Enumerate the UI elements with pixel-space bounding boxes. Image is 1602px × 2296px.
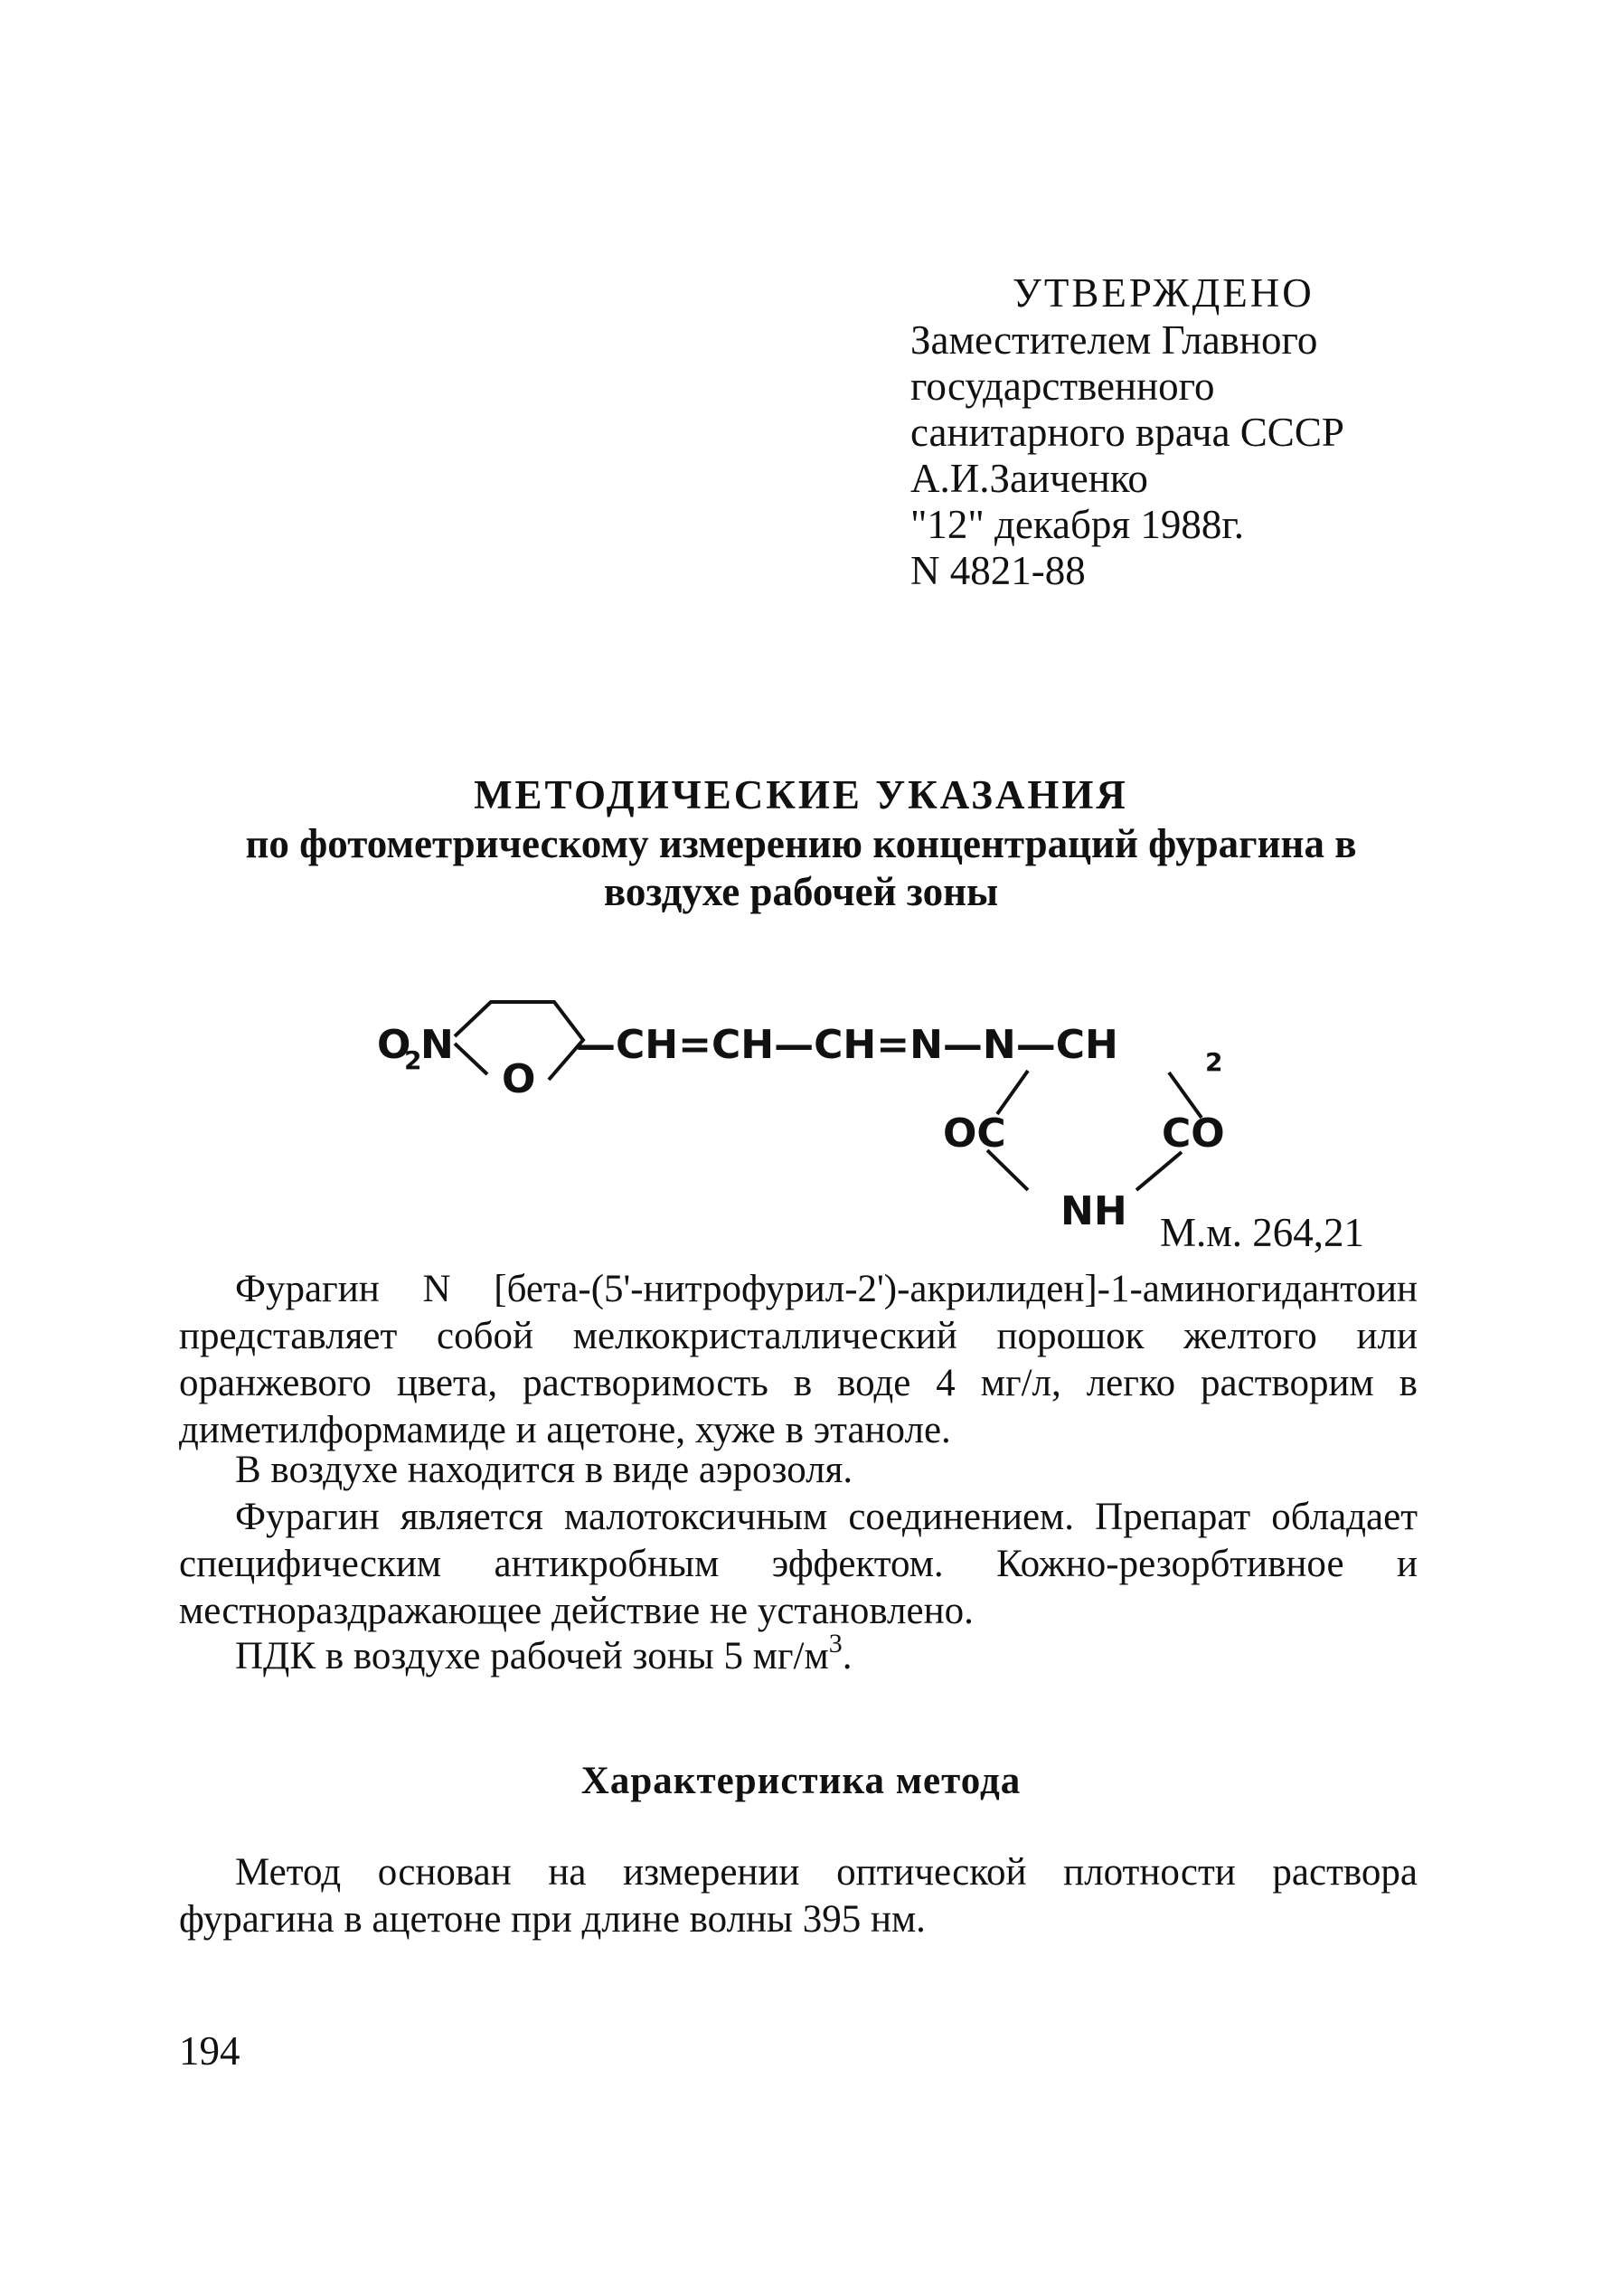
- mac-text: ПДК в воздухе рабочей зоны 5 мг/м: [235, 1635, 829, 1677]
- approval-block: [910, 269, 1543, 594]
- formula-o2n-sub: 2: [404, 1045, 422, 1075]
- approval-line: государственного: [910, 364, 1215, 409]
- mac-superscript: 3: [828, 1629, 843, 1658]
- paragraph-toxicity: Фурагин является малотоксичным соединением. Препарат обладает специфическим антикробным эффектом. Кожно-резорбтивное и местнораздражающее действие не установлено.: [179, 1496, 1418, 1632]
- formula-co: CO: [1162, 1110, 1225, 1157]
- document-title: [108, 770, 1494, 916]
- approval-heading: УТВЕРЖДЕНО: [1013, 270, 1315, 316]
- formula-ch2-sub: 2: [1205, 1047, 1223, 1077]
- furan-ring-left: [455, 1044, 487, 1074]
- formula-oc: OC: [943, 1110, 1006, 1157]
- approval-line: Заместителем Главного: [910, 317, 1318, 363]
- furan-ring-oxygen: O: [502, 1056, 536, 1102]
- bond-nh-co: [1136, 1152, 1182, 1190]
- title-subtitle-line: воздухе рабочей зоны: [603, 869, 999, 914]
- formula-nh: NH: [1060, 1188, 1127, 1228]
- paragraph-description: Фурагин N [бета-(5'-нитрофурил-2')-акрилиден]-1-аминогидантоин представляет собой мелкокристаллический порошок желтого или оранжевого цвета, растворимость в воде 4 мг/л, легко растворим в диметилформамиде и ацетоне, хуже в этаноле.: [179, 1268, 1418, 1451]
- approval-line: N 4821-88: [910, 548, 1086, 593]
- formula-o2n-n: N: [420, 1022, 454, 1068]
- approval-line: санитарного врача СССР: [910, 410, 1344, 455]
- paragraph-aerosol: В воздухе находится в виде аэрозоля.: [235, 1449, 853, 1491]
- mac-period: .: [842, 1635, 853, 1677]
- title-main: МЕТОДИЧЕСКИЕ УКАЗАНИЯ: [474, 772, 1128, 817]
- section-heading: Характеристика метода: [580, 1760, 1022, 1802]
- title-subtitle-line: по фотометрическому измерению концентраций фурагина в: [245, 821, 1357, 866]
- page-number: 194: [179, 2028, 240, 2074]
- approval-line: "12" декабря 1988г.: [910, 502, 1244, 547]
- paragraph-method: Метод основан на измерении оптической плотности раствора фурагина в ацетоне при длине волны 395 нм.: [179, 1851, 1418, 1941]
- formula-o2n-o: O: [377, 1022, 411, 1068]
- paragraph-mac: [179, 1629, 1418, 1680]
- formula-chain: —CH=CH—CH=N—N—CH: [576, 1022, 1118, 1068]
- molecular-mass: М.м. 264,21: [1160, 1210, 1364, 1255]
- approval-line: А.И.Заиченко: [910, 456, 1148, 501]
- structural-formula: [357, 966, 1243, 1228]
- bond-n-oc: [997, 1071, 1028, 1114]
